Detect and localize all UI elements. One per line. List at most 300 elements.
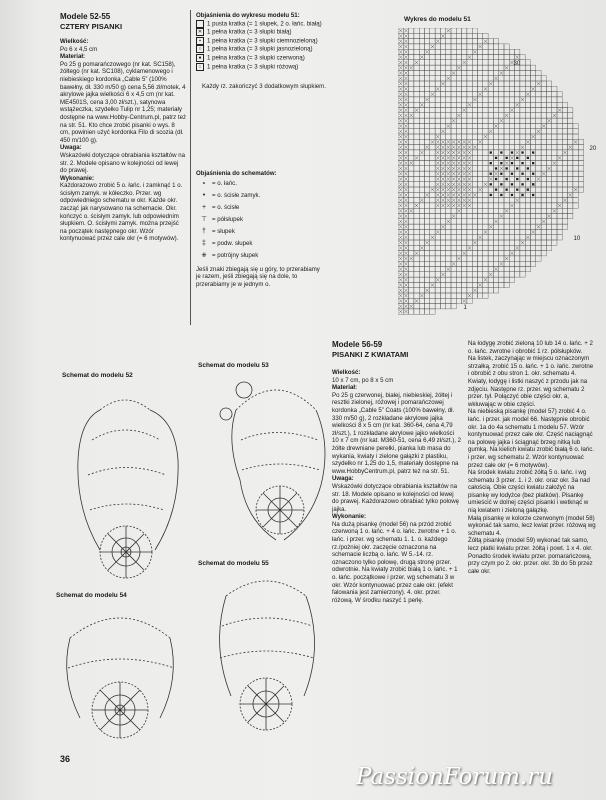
grid-cell [546, 161, 551, 166]
grid-cell [552, 123, 557, 128]
grid-cell [531, 187, 536, 192]
grid-cell [483, 267, 488, 272]
grid-cell [578, 155, 583, 160]
grid-cell [520, 224, 525, 229]
grid-cell [409, 166, 414, 171]
grid-cell [478, 245, 483, 250]
grid-cross-mark [452, 172, 455, 175]
grid-cell [440, 86, 445, 91]
grid-cross-mark [468, 183, 471, 186]
grid-cross-mark [505, 114, 508, 117]
grid-dark-mark [500, 151, 502, 153]
grid-cell [483, 198, 488, 203]
schemat-54-title: Schemat do modelu 54 [56, 592, 127, 599]
grid-cross-mark [399, 87, 402, 90]
grid-cell [414, 256, 419, 261]
grid-cell [552, 92, 557, 97]
grid-cell [451, 44, 456, 49]
grid-cell [446, 55, 451, 60]
grid-cell [557, 198, 562, 203]
grid-cross-mark [404, 98, 407, 101]
grid-cell [430, 277, 435, 282]
grid-cross-mark [431, 188, 434, 191]
mid-material-label: Materiał: [332, 384, 358, 392]
legend2-item [196, 250, 336, 262]
grid-cell [419, 92, 424, 97]
grid-cell [430, 171, 435, 176]
grid-cross-mark [516, 246, 519, 249]
grid-cell [425, 267, 430, 272]
grid-cell [488, 251, 493, 256]
grid-cell [504, 108, 509, 113]
grid-cell [472, 70, 477, 75]
grid-dark-mark [527, 167, 529, 169]
grid-cross-mark [447, 193, 450, 196]
grid-cell [499, 245, 504, 250]
grid-cell [493, 261, 498, 266]
grid-cell [478, 229, 483, 234]
grid-cell [419, 44, 424, 49]
grid-cell [504, 49, 509, 54]
grid-cross-mark [404, 119, 407, 122]
grid-cross-mark [505, 66, 508, 69]
grid-cell [451, 277, 456, 282]
grid-cell [456, 267, 461, 272]
grid-cell [504, 261, 509, 266]
grid-cell [483, 219, 488, 224]
grid-cell [446, 235, 451, 240]
grid-cell [430, 293, 435, 298]
grid-dark-mark [506, 157, 508, 159]
grid-cell [483, 272, 488, 277]
grid-dark-mark [527, 157, 529, 159]
grid-cross-mark [463, 177, 466, 180]
grid-cell [536, 229, 541, 234]
material-text: Po 25 g pomarańczowego (nr kat. SC158), żółtego (nr kat. SC108), cyklamenowego i niebieskiego kordonka „Cable 5” (100% bawełny, dł. 330 m/50 g) cena 5,56 zł/motek, 4 akrylowe jajka wielkości 6 x 4,5 cm (nr kat. ME4501S, cena 3,00 zł/szt.), satynowa wstążeczka, szydełko Tulip nr 1,25; materiały dostępne na www.Hobby-Centrum.pl, patrz też na str. 51. Kto chce zrobić pisanki o wys. 8 cm, powinien użyć kordonka Filo di scozia (dł. 450 m/100 g). [60, 60, 186, 144]
grid-cell [467, 261, 472, 266]
grid-cross-mark [468, 167, 471, 170]
grid-cell [520, 92, 525, 97]
grid-cell [509, 134, 514, 139]
grid-cell [488, 245, 493, 250]
grid-cross-mark [436, 193, 439, 196]
grid-cross-mark [452, 162, 455, 165]
grid-cell [520, 267, 525, 272]
grid-cell [573, 182, 578, 187]
grid-cell [462, 229, 467, 234]
grid-cell [425, 272, 430, 277]
grid-cell [472, 161, 477, 166]
grid-cell [414, 49, 419, 54]
grid-cell [493, 134, 498, 139]
grid-cell [509, 129, 514, 134]
grid-cell [440, 235, 445, 240]
grid-cell [562, 171, 567, 176]
grid-cell [456, 240, 461, 245]
grid-cell [425, 224, 430, 229]
grid-cell [488, 214, 493, 219]
grid-cell [430, 118, 435, 123]
grid-cell [446, 65, 451, 70]
grid-cell [430, 288, 435, 293]
grid-cell [478, 240, 483, 245]
grid-cell [478, 97, 483, 102]
grid-cell [483, 251, 488, 256]
grid-cell [409, 182, 414, 187]
grid-cross-mark [404, 252, 407, 255]
grid-cell [430, 240, 435, 245]
grid-cell [409, 277, 414, 282]
grid-cell [488, 219, 493, 224]
grid-cross-mark [505, 257, 508, 260]
grid-cell [446, 44, 451, 49]
grid-cell [425, 282, 430, 287]
grid-cell [435, 65, 440, 70]
grid-cell [483, 108, 488, 113]
grid-cell [425, 277, 430, 282]
grid-cell [546, 150, 551, 155]
grid-cell [562, 145, 567, 150]
grid-cell [525, 113, 530, 118]
grid-cross-mark [537, 177, 540, 180]
grid-cell [578, 182, 583, 187]
grid-cell [488, 134, 493, 139]
grid-cell [414, 272, 419, 277]
grid-cell [409, 60, 414, 65]
grid-dark-mark [490, 151, 492, 153]
grid-cell [425, 309, 430, 314]
grid-cell [483, 44, 488, 49]
grid-cell [493, 118, 498, 123]
grid-cross-mark [558, 109, 561, 112]
grid-cross-mark [473, 50, 476, 53]
grid-cell [536, 150, 541, 155]
grid-cross-mark [468, 162, 471, 165]
material-label: Materiał: [60, 53, 86, 61]
grid-cell [472, 198, 477, 203]
grid-cross-mark [473, 193, 476, 196]
grid-cell [493, 192, 498, 197]
grid-cell [568, 139, 573, 144]
grid-cell [483, 161, 488, 166]
grid-cell [515, 86, 520, 91]
grid-cell [446, 288, 451, 293]
grid-cell [456, 235, 461, 240]
grid-cell [552, 214, 557, 219]
right-para-5: Małą pisankę w kolorze czerwonym (model 58) wykonać tak samo, lecz kwiat przer. różową wg schematu 4. [468, 514, 596, 537]
article-title: CZTERY PISANKI [60, 22, 123, 31]
work-label: Wykonanie: [60, 174, 95, 182]
grid-cell [435, 44, 440, 49]
grid-cell [435, 28, 440, 33]
grid-cell [430, 176, 435, 181]
grid-cross-mark [399, 204, 402, 207]
grid-cell [451, 208, 456, 213]
grid-cell [440, 256, 445, 261]
grid-cell [478, 129, 483, 134]
grid-cross-mark [457, 209, 460, 212]
grid-cell [435, 219, 440, 224]
grid-cell [520, 70, 525, 75]
grid-cell [504, 277, 509, 282]
grid-dark-mark [532, 183, 534, 185]
grid-cell [430, 150, 435, 155]
grid-cross-mark [399, 273, 402, 276]
grid-cell [499, 176, 504, 181]
grid-cross-mark [436, 140, 439, 143]
grid-cell [419, 123, 424, 128]
grid-cross-mark [410, 209, 413, 212]
grid-cell [456, 70, 461, 75]
grid-cross-mark [399, 268, 402, 271]
grid-cell [557, 166, 562, 171]
grid-cell [509, 70, 514, 75]
grid-cell [419, 219, 424, 224]
grid-cell [456, 86, 461, 91]
grid-cell [499, 272, 504, 277]
grid-cell [451, 267, 456, 272]
grid-cell [541, 161, 546, 166]
grid-cross-mark [452, 262, 455, 265]
grid-cell [409, 70, 414, 75]
schemat-53-title: Schemat do modelu 53 [198, 362, 269, 369]
grid-cross-mark [447, 199, 450, 202]
grid-cell [520, 261, 525, 266]
grid-cell [440, 251, 445, 256]
grid-cell [462, 240, 467, 245]
grid-cross-mark [399, 151, 402, 154]
grid-cell [414, 277, 419, 282]
grid-cell [446, 304, 451, 309]
grid-cell [499, 187, 504, 192]
grid-cell [414, 293, 419, 298]
grid-cross-mark [553, 209, 556, 212]
grid-cell [472, 155, 477, 160]
grid-cell [515, 108, 520, 113]
grid-cell [456, 288, 461, 293]
grid-cell [483, 118, 488, 123]
grid-cell [472, 224, 477, 229]
grid-cell [414, 97, 419, 102]
grid-cross-mark [399, 299, 402, 302]
grid-cross-mark [494, 124, 497, 127]
grid-cell [504, 97, 509, 102]
schemat-55-title: Schemat do modelu 55 [198, 560, 269, 567]
grid-cell [488, 44, 493, 49]
grid-cell [430, 55, 435, 60]
grid-cell [531, 251, 536, 256]
grid-cross-mark [452, 167, 455, 170]
grid-cell [562, 134, 567, 139]
grid-cell [546, 155, 551, 160]
grid-cell [462, 97, 467, 102]
grid-cell [456, 33, 461, 38]
grid-cross-mark [399, 40, 402, 43]
grid-cell [488, 235, 493, 240]
grid-cell [499, 240, 504, 245]
grid-cell [409, 139, 414, 144]
legend2-item [196, 214, 336, 226]
grid-dark-mark [516, 178, 518, 180]
grid-cell [557, 102, 562, 107]
grid-cell [557, 145, 562, 150]
grid-cell [440, 298, 445, 303]
grid-cell [472, 219, 477, 224]
grid-cell [467, 129, 472, 134]
grid-cell [425, 123, 430, 128]
grid-cross-mark [468, 193, 471, 196]
grid-cross-mark [420, 246, 423, 249]
grid-cell [541, 76, 546, 81]
grid-cell [509, 176, 514, 181]
grid-cell [525, 256, 530, 261]
grid-cross-mark [420, 294, 423, 297]
grid-cell [472, 256, 477, 261]
grid-cross-mark [399, 162, 402, 165]
legend2-item-text: = o. łańc. [212, 179, 237, 187]
grid-cell [409, 28, 414, 33]
grid-cell [531, 102, 536, 107]
grid-cell [419, 208, 424, 213]
grid-cross-mark [553, 162, 556, 165]
grid-cross-mark [516, 56, 519, 59]
grid-cell [504, 55, 509, 60]
grid-cell [472, 81, 477, 86]
grid-cross-mark [399, 278, 402, 281]
grid-cell [478, 81, 483, 86]
grid-cross-mark [441, 140, 444, 143]
grid-cross-mark [404, 289, 407, 292]
grid-cell [462, 272, 467, 277]
grid-cross-mark [468, 172, 471, 175]
grid-cell [483, 203, 488, 208]
grid-cell [557, 171, 562, 176]
grid-cross-mark [452, 177, 455, 180]
grid-cell [467, 86, 472, 91]
grid-cell [478, 60, 483, 65]
grid-cell [525, 70, 530, 75]
grid-cell [536, 203, 541, 208]
grid-cross-mark [463, 162, 466, 165]
grid-cell [504, 145, 509, 150]
grid-cross-mark [420, 103, 423, 106]
grid-cross-mark [452, 215, 455, 218]
grid-cross-mark [441, 130, 444, 133]
grid-cell [456, 134, 461, 139]
grid-cell [488, 65, 493, 70]
grid-cell [472, 251, 477, 256]
grid-cell [557, 214, 562, 219]
grid-cell [531, 219, 536, 224]
grid-cell [478, 108, 483, 113]
grid-cross-mark [500, 167, 503, 170]
grid-cell [536, 192, 541, 197]
grid-cell [525, 86, 530, 91]
grid-dark-mark [500, 183, 502, 185]
grid-cell [525, 102, 530, 107]
stitch-symbol-icon: ∘ [201, 179, 207, 187]
grid-cell [472, 139, 477, 144]
grid-cross-mark [484, 40, 487, 43]
grid-cross-mark [436, 151, 439, 154]
grid-cell [515, 70, 520, 75]
grid-cell [493, 229, 498, 234]
grid-cross-mark [399, 236, 402, 239]
grid-cell [472, 293, 477, 298]
grid-cell [451, 129, 456, 134]
grid-cell [414, 267, 419, 272]
grid-cell [568, 171, 573, 176]
grid-cell [552, 176, 557, 181]
grid-cell [414, 166, 419, 171]
grid-cell [520, 76, 525, 81]
grid-cell [472, 108, 477, 113]
grid-cell [525, 161, 530, 166]
grid-cell [440, 240, 445, 245]
grid-cross-mark [452, 140, 455, 143]
grid-cross-mark [404, 156, 407, 159]
grid-cell [541, 203, 546, 208]
grid-cell [509, 261, 514, 266]
grid-cell [483, 33, 488, 38]
grid-cell [435, 288, 440, 293]
grid-cell [419, 155, 424, 160]
grid-cell [435, 102, 440, 107]
grid-cell [531, 123, 536, 128]
grid-cell [520, 235, 525, 240]
grid-cross-mark [494, 77, 497, 80]
grid-cell [483, 235, 488, 240]
grid-cell [488, 256, 493, 261]
grid-cross-mark [404, 109, 407, 112]
grid-cross-mark [404, 278, 407, 281]
grid-dark-mark [495, 167, 497, 169]
grid-cell [483, 256, 488, 261]
grid-cell [414, 102, 419, 107]
grid-cross-mark [479, 236, 482, 239]
grid-cell [419, 33, 424, 38]
grid-cell [499, 139, 504, 144]
grid-cell [483, 97, 488, 102]
grid-cell [520, 155, 525, 160]
grid-cell [425, 60, 430, 65]
grid-dark-mark [521, 151, 523, 153]
grid-cell [493, 92, 498, 97]
grid-cross-mark [436, 278, 439, 281]
grid-cell [419, 145, 424, 150]
grid-cell [541, 155, 546, 160]
grid-cell [467, 208, 472, 213]
grid-cell [515, 113, 520, 118]
grid-cell [425, 219, 430, 224]
grid-dark-mark [495, 178, 497, 180]
grid-cell [440, 214, 445, 219]
grid-cell [425, 44, 430, 49]
grid-cross-mark [494, 220, 497, 223]
grid-cell [483, 261, 488, 266]
legend2-item-text: = o. ścisłe [212, 203, 240, 211]
grid-cross-mark [510, 204, 513, 207]
right-para-1: Na łodygę zrobić zieloną 10 lub 14 o. łańc. + 2 o. łańc. zwrotne i obrobić 1 rz. półsłupków. [468, 340, 593, 355]
grid-cell [483, 92, 488, 97]
legend-item [196, 20, 396, 29]
grid-cell [409, 92, 414, 97]
grid-cell [515, 182, 520, 187]
grid-cell [467, 118, 472, 123]
grid-cell [557, 229, 562, 234]
grid-cell [536, 97, 541, 102]
grid-cell [515, 161, 520, 166]
